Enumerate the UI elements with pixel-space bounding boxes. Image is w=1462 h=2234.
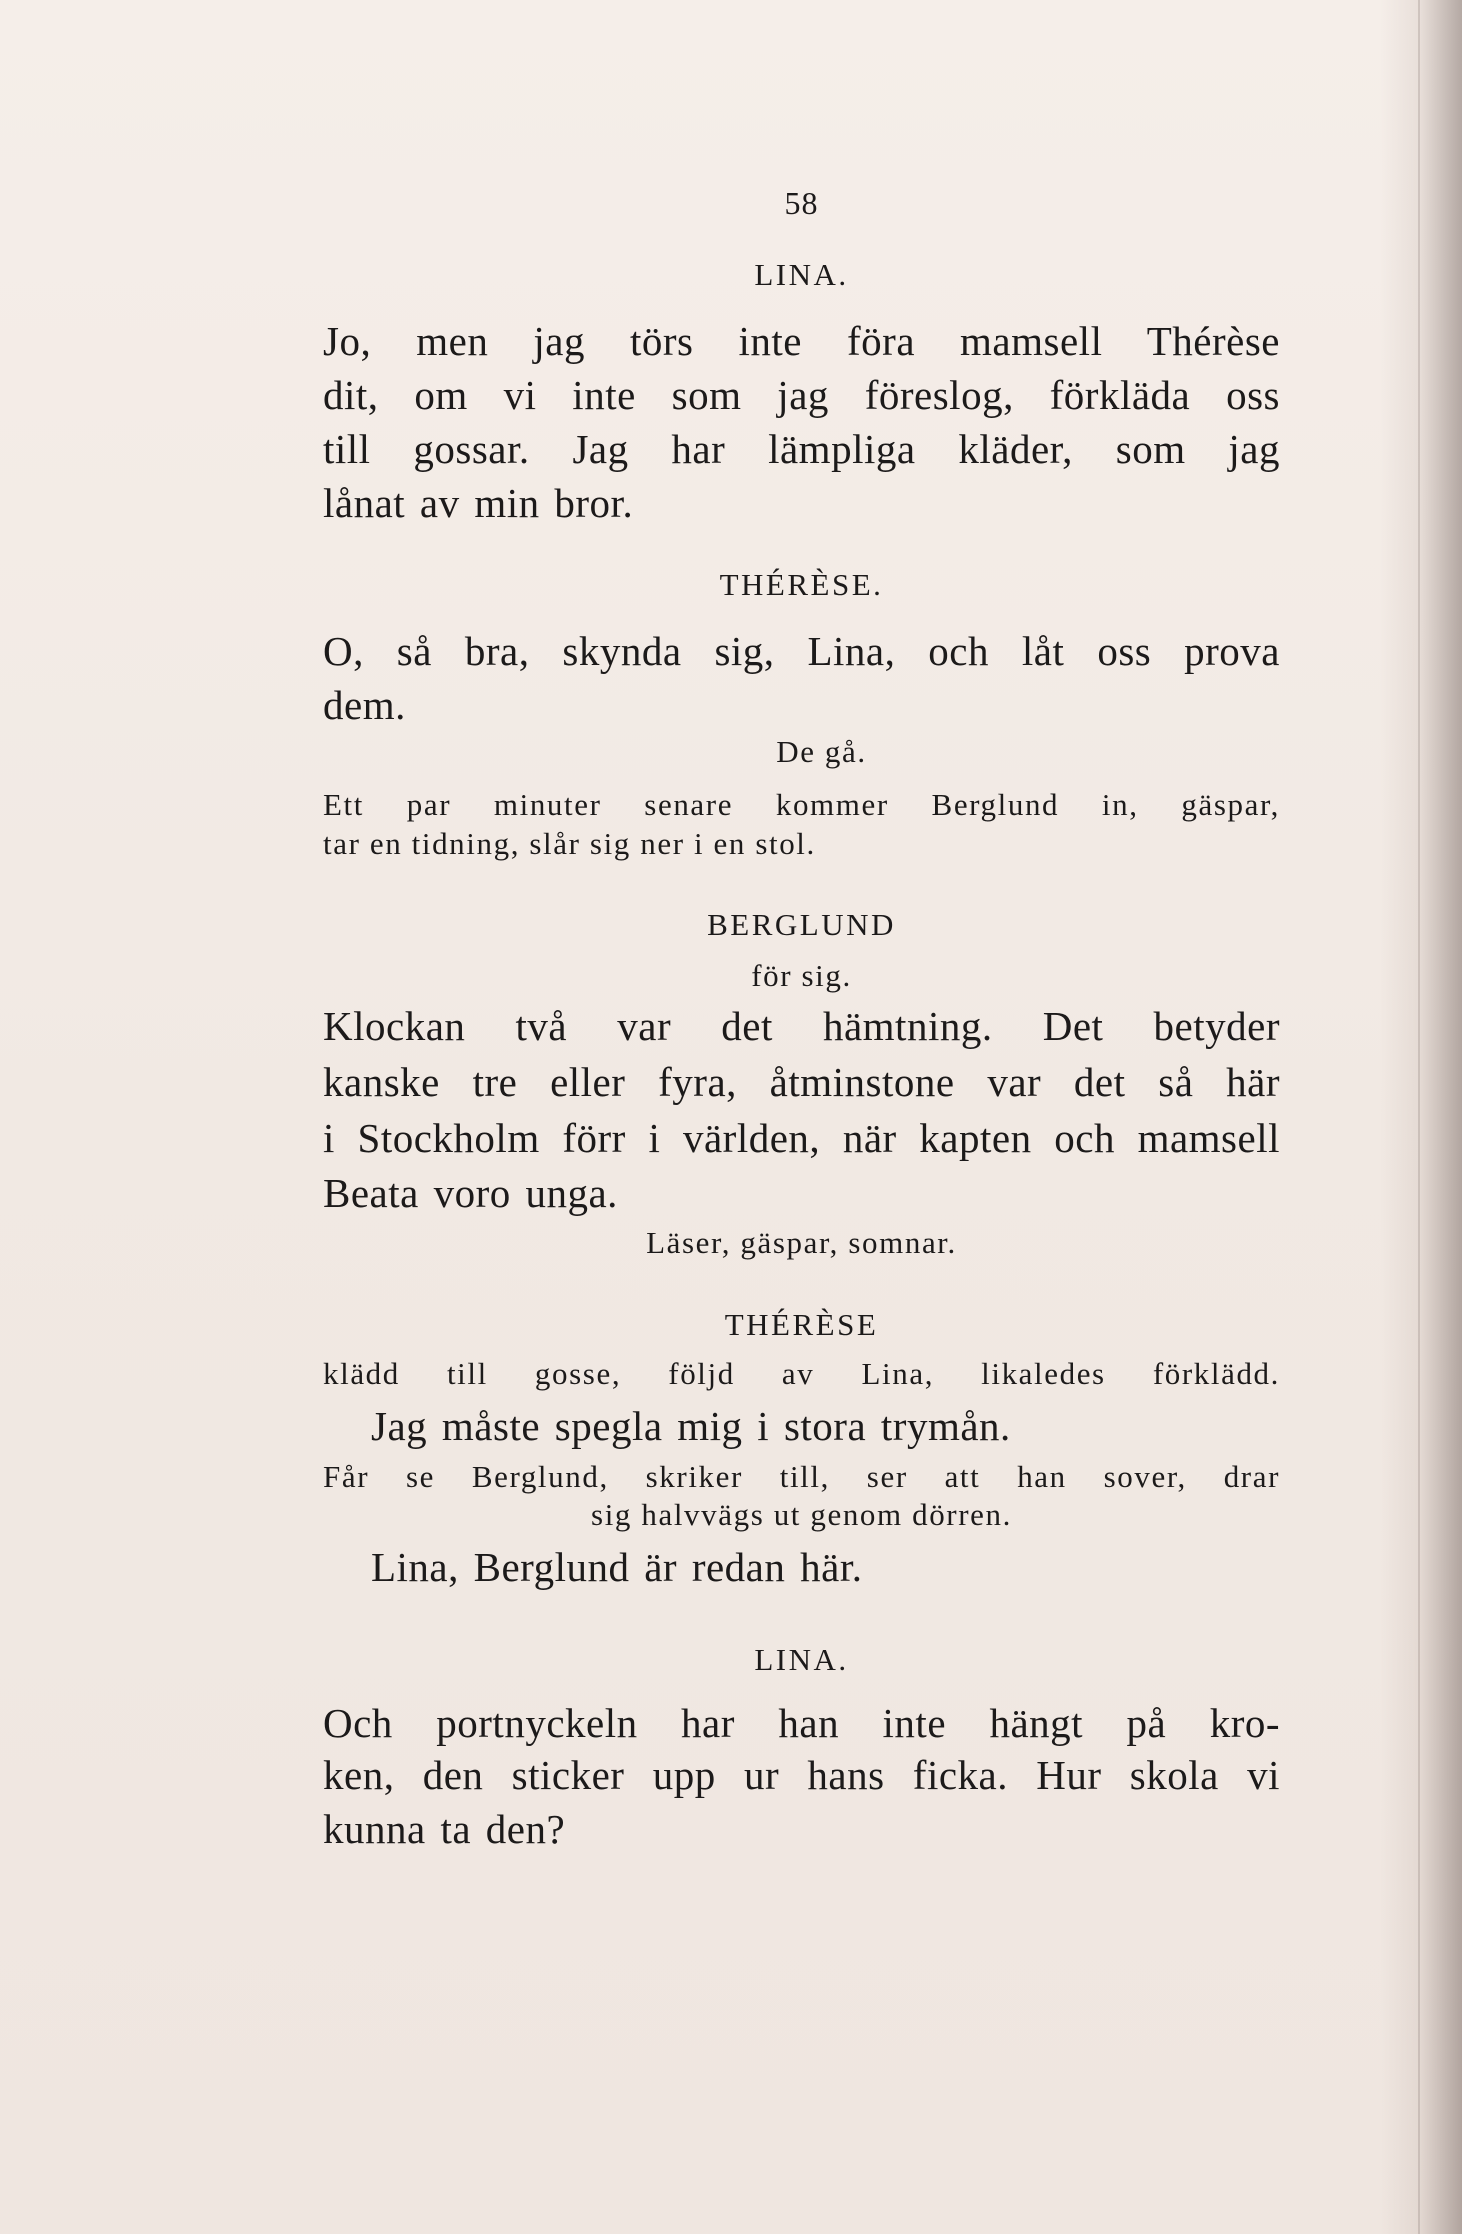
stage-direction: Läser, gäspar, somnar. bbox=[646, 1225, 957, 1260]
dialogue-line: kanske tre eller fyra, åtminstone var det så här bbox=[323, 1059, 1280, 1105]
speaker-name: THÉRÈSE. bbox=[719, 567, 884, 602]
dialogue-line: Jag måste spegla mig i stora trymån. bbox=[371, 1403, 1011, 1449]
speaker-name: LINA. bbox=[754, 257, 849, 292]
dialogue-line: till gossar. Jag har lämpliga kläder, som jag bbox=[323, 426, 1280, 472]
stage-direction: tar en tidning, slår sig ner i en stol. bbox=[323, 826, 816, 861]
dialogue-line: Lina, Berglund är redan här. bbox=[371, 1544, 863, 1590]
speaker-name: THÉRÈSE bbox=[724, 1307, 879, 1342]
speaker-name: BERGLUND bbox=[707, 907, 896, 942]
dialogue-line: Jo, men jag törs inte föra mamsell Thérèse bbox=[323, 318, 1280, 364]
dialogue-line: ken, den sticker upp ur hans ficka. Hur skola vi bbox=[323, 1752, 1280, 1798]
stage-direction: Får se Berglund, skriker till, ser att han sover, drar bbox=[323, 1459, 1280, 1494]
stage-direction: klädd till gosse, följd av Lina, likaledes förklädd. bbox=[323, 1356, 1280, 1391]
page-edge-shadow bbox=[1418, 0, 1420, 2234]
dialogue-line: dem. bbox=[323, 682, 406, 728]
speaker-name: LINA. bbox=[754, 1642, 849, 1677]
dialogue-line: Och portnyckeln har han inte hängt på kro- bbox=[323, 1700, 1280, 1746]
dialogue-line: kunna ta den? bbox=[323, 1806, 566, 1852]
stage-direction: sig halvvägs ut genom dörren. bbox=[591, 1497, 1012, 1532]
stage-direction: Ett par minuter senare kommer Berglund in, gäspar, bbox=[323, 787, 1280, 822]
stage-direction: De gå. bbox=[776, 734, 867, 769]
dialogue-line: Klockan två var det hämtning. Det betyder bbox=[323, 1003, 1280, 1049]
page-number: 58 bbox=[784, 185, 819, 221]
dialogue-line: O, så bra, skynda sig, Lina, och låt oss prova bbox=[323, 628, 1280, 674]
dialogue-line: dit, om vi inte som jag föreslog, förkläda oss bbox=[323, 372, 1280, 418]
dialogue-line: Beata voro unga. bbox=[323, 1170, 618, 1216]
dialogue-line: i Stockholm förr i världen, när kapten och mamsell bbox=[323, 1115, 1280, 1161]
dialogue-line: lånat av min bror. bbox=[323, 480, 634, 526]
stage-direction: för sig. bbox=[751, 958, 852, 993]
